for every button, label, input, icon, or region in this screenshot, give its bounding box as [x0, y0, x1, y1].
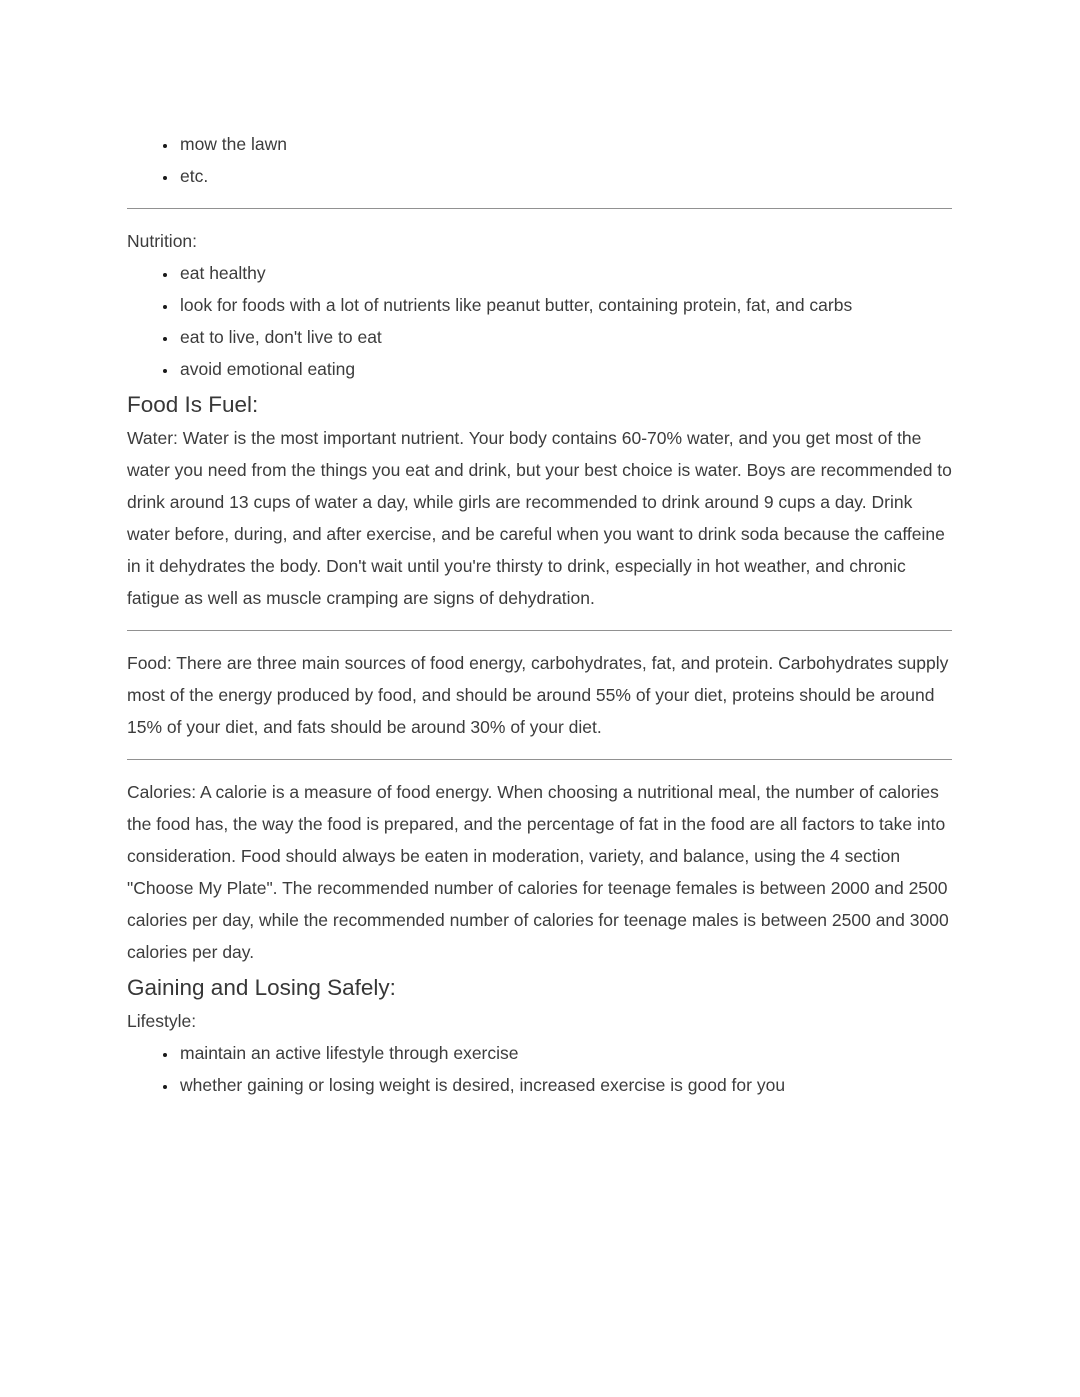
heading-food-is-fuel: Food Is Fuel:	[127, 392, 259, 417]
list-item: • mow the lawn	[178, 128, 952, 160]
lifestyle-list	[127, 1037, 952, 1101]
heading-gaining-and-losing-safely: Gaining and Losing Safely:	[127, 975, 396, 1000]
list-item: • whether gaining or losing weight is desired, increased exercise is good for you	[178, 1069, 952, 1101]
intro-list	[127, 128, 952, 192]
divider	[127, 208, 952, 209]
lifestyle-label: Lifestyle:	[127, 1011, 197, 1031]
list-item: • etc.	[178, 160, 952, 192]
list-item: • maintain an active lifestyle through exercise	[178, 1037, 952, 1069]
list-item: • avoid emotional eating	[178, 353, 952, 385]
list-item: • eat to live, don't live to eat	[178, 321, 952, 353]
list-item: • look for foods with a lot of nutrients like peanut butter, containing protein, fat, and carbs	[178, 289, 952, 321]
list-item: • eat healthy	[178, 257, 952, 289]
nutrition-label: Nutrition:	[127, 231, 198, 251]
calories-paragraph: Calories: A calorie is a measure of food energy. When choosing a nutritional meal, the number of calories the food has, the way the food is prepared, and the percentage of fat in the food are all factors to take into consideration. Food should always be eaten in moderation, variety, and balance, using the 4 section "Choose My Plate". The recommended number of calories for teenage females is between 2000 and 2500 calories per day, while the recommended number of calories for teenage males is between 2500 and 3000 calories per day.	[127, 782, 949, 962]
water-paragraph: Water: Water is the most important nutrient. Your body contains 60-70% water, and you get most of the water you need from the things you eat and drink, but your best choice is water. Boys are recommended to drink around 13 cups of water a day, while girls are recommended to drink around 9 cups a day. Drink water before, during, and after exercise, and be careful when you want to drink soda because the caffeine in it dehydrates the body. Don't wait until you're thirsty to drink, especially in hot weather, and chronic fatigue as well as muscle cramping are signs of dehydration.	[127, 428, 952, 608]
divider	[127, 630, 952, 631]
nutrition-list	[127, 257, 952, 385]
divider	[127, 759, 952, 760]
food-paragraph: Food: There are three main sources of food energy, carbohydrates, fat, and protein. Carbohydrates supply most of the energy produced by food, and should be around 55% of your diet, proteins should be around 15% of your diet, and fats should be around 30% of your diet.	[127, 653, 949, 737]
